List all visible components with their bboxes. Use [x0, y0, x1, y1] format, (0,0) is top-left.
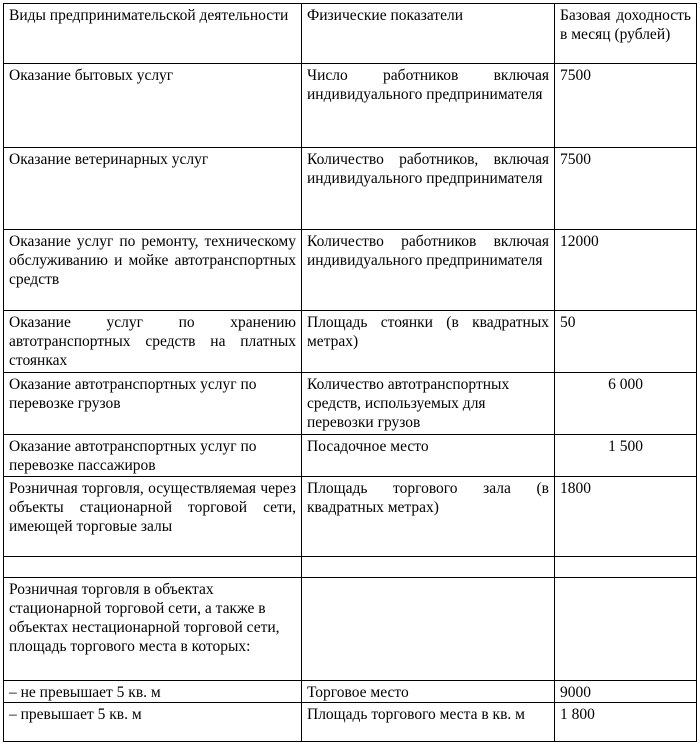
activity-cell: Розничная торговля, осуществляемая через объекты стационарной торговой сети, имеющей торговые залы — [3, 476, 301, 556]
activity-cell: Розничная торговля в объектах стационарной торговой сети, а также в объектах нестационарной торговой сети, площадь торгового места в которых: — [3, 577, 301, 680]
income-table — [3, 3, 697, 742]
income-cell: 6 000 — [554, 372, 697, 434]
table-row — [3, 372, 697, 434]
table-row — [3, 147, 697, 229]
table-row — [3, 577, 697, 680]
indicator-cell: Количество работников включая индивидуального предпринимателя — [301, 229, 554, 310]
indicator-cell — [301, 556, 554, 577]
income-cell: 50 — [554, 310, 697, 372]
table-row — [3, 476, 697, 556]
activity-cell: – превышает 5 кв. м — [3, 702, 301, 742]
indicator-cell: Площадь стоянки (в квадратных метрах) — [301, 310, 554, 372]
income-cell: 1 800 — [554, 702, 697, 742]
activity-cell: Оказание услуг по хранению автотранспортных средств на платных стоянках — [3, 310, 301, 372]
income-cell: 9000 — [554, 680, 697, 702]
table-row — [3, 310, 697, 372]
table-row — [3, 229, 697, 310]
activity-cell: – не превышает 5 кв. м — [3, 680, 301, 702]
header-indicator: Физические показатели — [301, 3, 554, 63]
activity-cell: Оказание автотранспортных услуг по перевозке грузов — [3, 372, 301, 434]
income-cell: 7500 — [554, 147, 697, 229]
income-cell — [554, 577, 697, 680]
table-row — [3, 434, 697, 476]
activity-cell: Оказание бытовых услуг — [3, 63, 301, 147]
indicator-cell: Количество работников, включая индивидуального предпринимателя — [301, 147, 554, 229]
indicator-cell — [301, 577, 554, 680]
activity-cell: Оказание автотранспортных услуг по перевозке пассажиров — [3, 434, 301, 476]
income-cell: 1 500 — [554, 434, 697, 476]
income-cell: 7500 — [554, 63, 697, 147]
indicator-cell: Площадь торгового зала (в квадратных метрах) — [301, 476, 554, 556]
table-row — [3, 702, 697, 742]
activity-cell: Оказание услуг по ремонту, техническому обслуживанию и мойке автотранспортных средств — [3, 229, 301, 310]
table-row — [3, 680, 697, 702]
indicator-cell: Площадь торгового места в кв. м — [301, 702, 554, 742]
income-cell — [554, 556, 697, 577]
income-cell: 12000 — [554, 229, 697, 310]
income-cell: 1800 — [554, 476, 697, 556]
table-header-row — [3, 3, 697, 63]
table-row — [3, 63, 697, 147]
indicator-cell: Число работников включая индивидуального предпринимателя — [301, 63, 554, 147]
header-income: Базовая доходность в месяц (рублей) — [554, 3, 697, 63]
indicator-cell: Посадочное место — [301, 434, 554, 476]
indicator-cell: Торговое место — [301, 680, 554, 702]
activity-cell — [3, 556, 301, 577]
header-activity: Виды предпринимательской деятельности — [3, 3, 301, 63]
indicator-cell: Количество автотранспортных средств, используемых для перевозки грузов — [301, 372, 554, 434]
activity-cell: Оказание ветеринарных услуг — [3, 147, 301, 229]
table-row-empty — [3, 556, 697, 577]
